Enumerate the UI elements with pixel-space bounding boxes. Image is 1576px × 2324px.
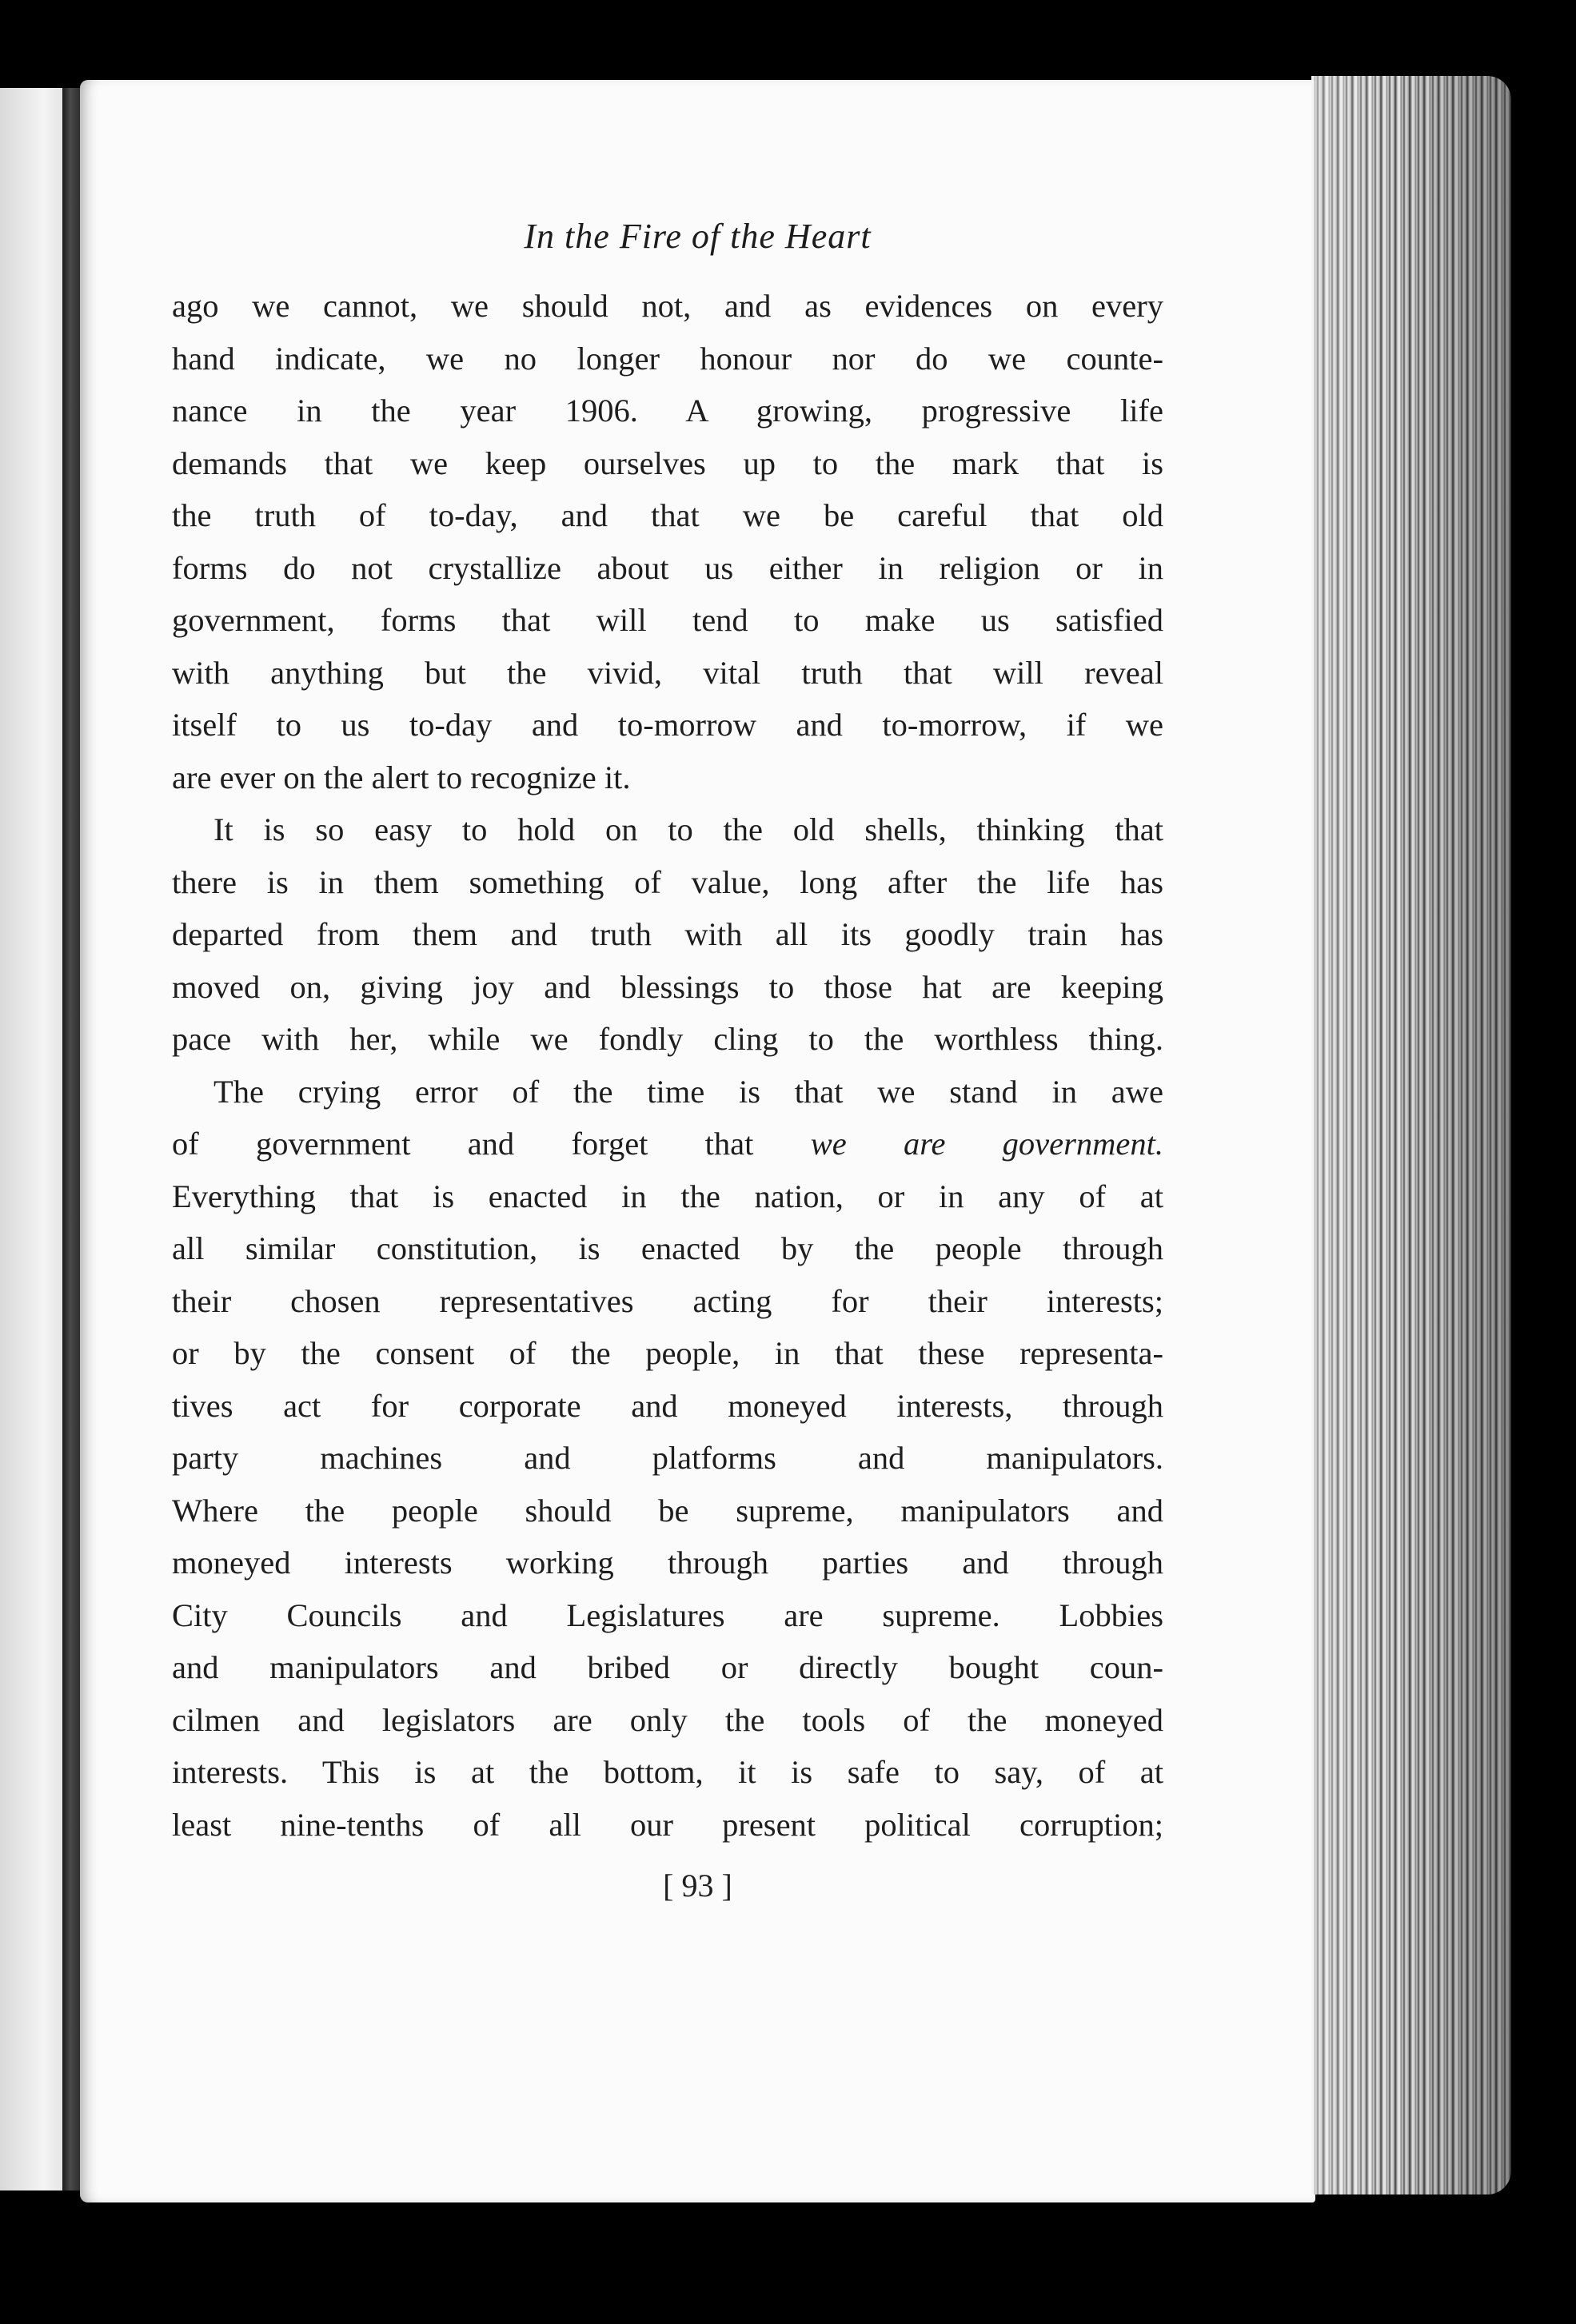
text-line: Where the people should be supreme, manipulators and [172, 1492, 1163, 1529]
text-line: government, forms that will tend to make us satisfied [172, 602, 1163, 638]
text-line: their chosen representatives acting for their interests; [172, 1282, 1163, 1319]
book-gutter [62, 88, 82, 2190]
text-line: cilmen and legislators are only the tools of the moneyed [172, 1701, 1163, 1738]
text-line: all similar constitution, is enacted by the people through [172, 1230, 1163, 1266]
text-line: hand indicate, we no longer honour nor do we counte- [172, 340, 1163, 377]
text-line: with anything but the vivid, vital truth that will reveal [172, 654, 1163, 691]
text-line: interests. This is at the bottom, it is safe to say, of at [172, 1754, 1163, 1790]
text-line: moneyed interests working through parties and through [172, 1545, 1163, 1581]
text-segment: of government and forget that [172, 1126, 811, 1162]
text-line: the truth of to-day, and that we be careful that old [172, 497, 1163, 533]
italic-phrase: we are government. [810, 1126, 1164, 1162]
text-line: tives act for corporate and moneyed interests, through [172, 1387, 1163, 1424]
text-line: there is in them something of value, long after the life has [172, 863, 1163, 900]
text-line: City Councils and Legislatures are supreme. Lobbies [172, 1597, 1163, 1633]
text-line: moved on, giving joy and blessings to those hat are keeping [172, 968, 1163, 1005]
text-line: forms do not crystallize about us either in religion or in [172, 549, 1163, 586]
text-line: party machines and platforms and manipulators. [172, 1440, 1163, 1476]
text-line: are ever on the alert to recognize it. [172, 759, 631, 795]
book-page [80, 80, 1315, 2202]
page-edges-shade [1311, 76, 1511, 2194]
text-line: pace with her, while we fondly cling to the worthless thing. [172, 1021, 1163, 1057]
running-head: In the Fire of the Heart [524, 217, 872, 256]
text-line: nance in the year 1906. A growing, progressive life [172, 393, 1163, 429]
text-line: demands that we keep ourselves up to the mark that is [172, 444, 1163, 481]
text-line [172, 1118, 1163, 1170]
text-line: and manipulators and bribed or directly bought coun- [172, 1649, 1163, 1685]
body-text [172, 280, 1163, 1851]
text-line: Everything that is enacted in the nation, or in any of at [172, 1178, 1163, 1214]
text-line: It is so easy to hold on to the old shells, thinking that [213, 811, 1163, 847]
text-line: The crying error of the time is that we stand in awe [213, 1073, 1163, 1110]
text-line: departed from them and truth with all its goodly train has [172, 916, 1163, 952]
text-line: itself to us to-day and to-morrow and to-morrow, if we [172, 707, 1163, 743]
text-line: or by the consent of the people, in that these representa- [172, 1335, 1163, 1371]
text-line: least nine-tenths of all our present political corruption; [172, 1806, 1163, 1843]
page-number: [ 93 ] [663, 1868, 732, 1903]
text-line: ago we cannot, we should not, and as evidences on every [172, 288, 1163, 324]
